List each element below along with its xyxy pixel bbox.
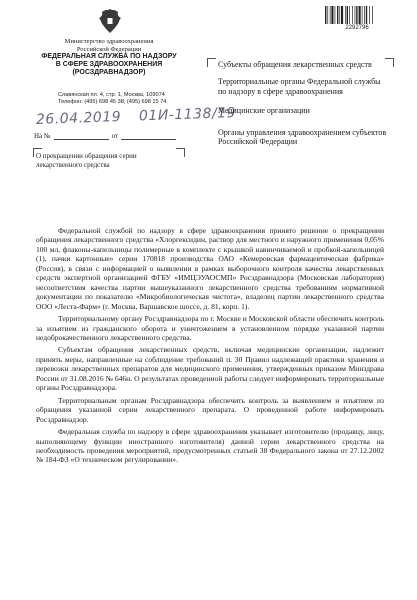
addressee: Медицинские организации <box>218 106 310 116</box>
barcode-bar <box>325 6 326 24</box>
body-paragraph: Территориальному органу Росздравнадзора по г. Москве и Московской области обеспечить контроль за изъятием из гражданского оборота и уничтожением в установленном порядке указанной партии недоброкачественного лекарственного средства. <box>36 314 384 342</box>
addressee: Субъекты обращения лекарственных средств <box>218 60 372 69</box>
registration-date: 26.04.2019 <box>35 109 122 128</box>
registration-date-number <box>36 105 237 128</box>
barcode-bar <box>352 6 353 24</box>
body-paragraph: Федеральной службой по надзору в сфере здравоохранения принято решение о прекращении обращения лекарственного средства «Хлоргексидин, раствор для местного и наружного применения 0,05% 100 мл, флаконы-капельницы полимерные в комплекте с крышкой навинчиваемой и пробкой-капельницей (1), пачки картонные» серии 170818 производства ОАО «Кемеровская фармацевтическая фабрика» (Россия), в связи с информацией о выявлении в рамках выборочного контроля качества лекарственных средств экспертной организацией ФГБУ «ИМЦЭУАОСМП» Росздравнадзора (Московская лаборатория) несоответствия качества партии вышеуказанного лекарственного средства требованиям нормативной документации по показателю «Микробиологическая чистота», владелец партии лекарственного средства ООО «Леста-Фарм» (г. Москва, Варшавское шоссе, д. 81, корп. 1). <box>36 226 384 311</box>
barcode-bar <box>364 6 365 24</box>
barcode <box>324 6 390 24</box>
addressee-block <box>218 60 388 154</box>
body-paragraph: Территориальным органам Росздравнадзора обеспечить контроль за выявлением и изъятием из обращения указанной серии лекарственного препарата. О проведенной работе информировать Росздравнадзор. <box>36 395 384 424</box>
bracket-mark <box>207 58 216 67</box>
barcode-bar <box>335 6 336 24</box>
barcode-bar <box>349 6 350 24</box>
barcode-bar <box>359 6 361 24</box>
barcode-number: 2292796 <box>345 25 369 31</box>
agency-contacts: Славянская пл. 4, стр. 1, Москва, 109074 Телефон: (495) 698 45 38; (495) 698 15 74 <box>58 92 167 106</box>
body-paragraph: Субъектам обращения лекарственных средств, включая медицинские организации, надлежит принять меры, направленные на соблюдение требований п. 30 Правил надлежащей практики хранения и перевозки лекарственных препаратов для медицинского применения, утвержденных приказом Минздрава России от 31.08.2016 № 646н. О результатах проведенной работы следует информировать территориальные органы Росздравнадзора. <box>36 345 384 393</box>
barcode-bar <box>345 6 346 24</box>
barcode-bar <box>339 6 340 24</box>
letterhead <box>36 38 182 77</box>
barcode-bar <box>355 6 356 24</box>
barcode-bar <box>369 6 370 24</box>
addressee: Территориальные органы Федеральной службы по надзору в сфере здравоохранения <box>218 77 381 96</box>
registration-number: 01И-1138/19 <box>138 105 237 125</box>
reference-line: На № от <box>34 132 184 140</box>
addressee: Органы управления здравоохранением субъектов Российской Федерации <box>218 127 387 147</box>
barcode-bar <box>337 6 338 24</box>
barcode-bar <box>356 6 357 24</box>
letter-body <box>36 226 384 465</box>
agency-name: ФЕДЕРАЛЬНАЯ СЛУЖБА ПО НАДЗОРУ В СФЕРЕ ЗДРАВООХРАНЕНИЯ (РОСЗДРАВНАДЗОР) <box>41 53 177 76</box>
barcode-bar <box>362 6 363 24</box>
bracket-mark <box>176 148 185 157</box>
coat-of-arms-icon <box>95 6 125 36</box>
barcode-bar <box>372 6 373 24</box>
letter-subject: О прекращении обращения серии лекарственного средства <box>36 152 137 169</box>
barcode-bar <box>327 6 328 24</box>
barcode-bar <box>341 6 343 24</box>
ministry-name: Министерство здравоохранения Российской Федерации <box>64 38 154 53</box>
body-paragraph: Федеральная служба по надзору в сфере здравоохранения указывает изготовителю (продавцу, лицу, выполняющему функции иностранного изготовителя) данной серии лекарственного средства на необходимость проведения мероприятий, предусмотренных статьей 38 Федерального закона от 27.12.2002 № 184-ФЗ «О техническом регулировании». <box>36 427 384 465</box>
barcode-bar <box>331 6 333 24</box>
barcode-bar <box>366 6 367 24</box>
barcode-bar <box>347 6 348 24</box>
barcode-bar <box>330 6 331 24</box>
